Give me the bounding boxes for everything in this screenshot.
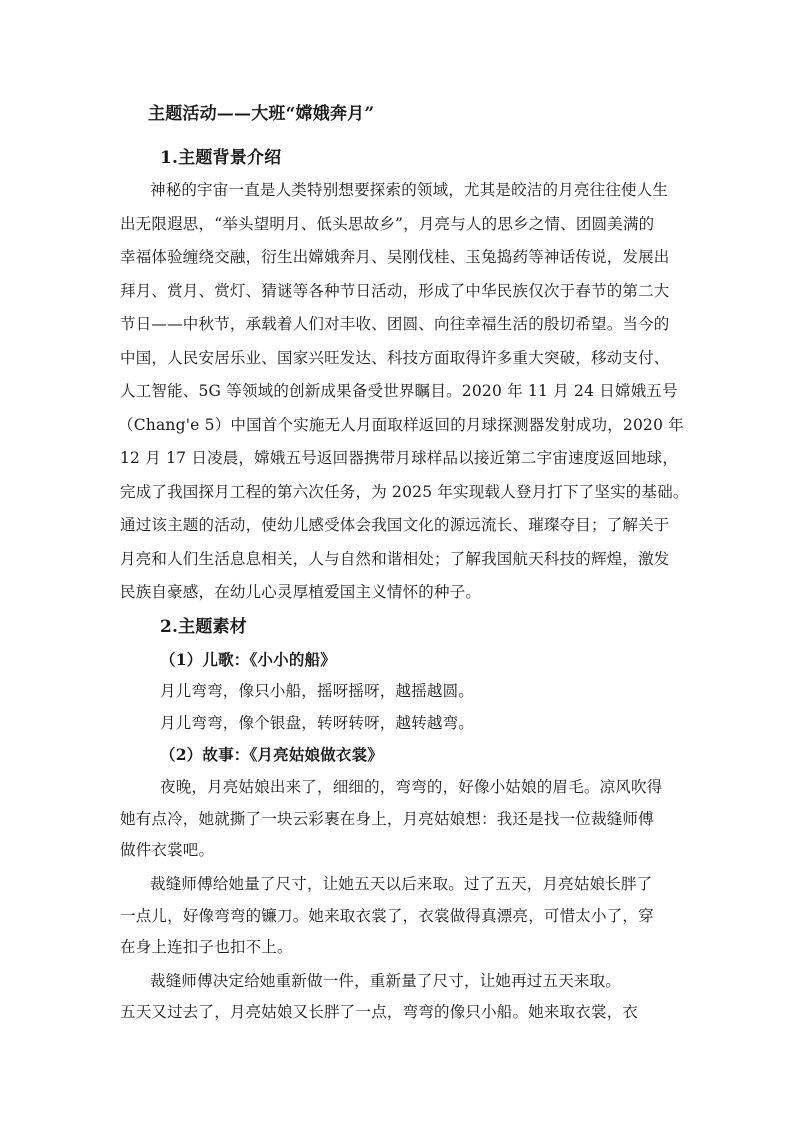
story-line: 做件衣裳吧。: [120, 841, 215, 859]
paragraph-line: 拜月、赏月、赏灯、猜谜等各种节日活动，形成了中华民族仅次于春节的第二大: [120, 282, 670, 300]
paragraph-line: 节日——中秋节，承载着人们对丰收、团圆、向往幸福生活的殷切希望。当今的: [120, 315, 670, 333]
story-heading: （2）故事：《月亮姑娘做衣裳》: [160, 745, 384, 764]
song-line: 月儿弯弯，像只小船，摇呀摇呀，越摇越圆。: [160, 682, 475, 700]
page-title: 主题活动——大班“嫦娥奔月”: [148, 104, 375, 124]
story-line: 在身上连扣子也扣不上。: [120, 938, 293, 956]
paragraph-line: 出无限遐思，“举头望明月、低头思故乡”，月亮与人的思乡之情、团圆美满的: [120, 215, 655, 233]
story-line: 一点儿，好像弯弯的镰刀。她来取衣裳了，衣裳做得真漂亮，可惜太小了，穿: [120, 907, 654, 925]
song-heading: （1）儿歌：《小小的船》: [160, 650, 336, 669]
story-line: 夜晚，月亮姑娘出来了，细细的，弯弯的，好像小姑娘的眉毛。凉风吹得: [160, 778, 663, 796]
paragraph-line: 完成了我国探月工程的第六次任务，为 2025 年实现载人登月打下了坚实的基础。: [120, 483, 689, 501]
paragraph-line: （Chang'e 5）中国首个实施无人月面取样返回的月球探测器发射成功，2020 年: [118, 416, 684, 434]
paragraph-line: 12 月 17 日凌晨，嫦娥五号返回器携带月球样品以接近第二宇宙速度返回地球，: [120, 449, 679, 467]
paragraph-line: 月亮和人们生活息息相关，人与自然和谐相处；了解我国航天科技的辉煌，激发: [120, 550, 670, 568]
paragraph-line: 通过该主题的活动，使幼儿感受体会我国文化的源远流长、璀璨夺目；了解关于: [120, 516, 670, 534]
section-heading-background: 1.主题背景介绍: [160, 148, 282, 168]
song-line: 月儿弯弯，像个银盘，转呀转呀，越转越弯。: [160, 714, 475, 732]
paragraph-line: 幸福体验缠绕交融，衍生出嫦娥奔月、吴刚伐桂、玉兔捣药等神话传说，发展出: [120, 248, 670, 266]
paragraph-line: 神秘的宇宙一直是人类特别想要探索的领域，尤其是皎洁的月亮往往使人生: [150, 181, 669, 199]
paragraph-line: 中国，人民安居乐业、国家兴旺发达、科技方面取得许多重大突破，移动支付、: [120, 349, 670, 367]
paragraph-line: 民族自豪感，在幼儿心灵厚植爱国主义情怀的种子。: [120, 583, 482, 601]
story-line: 裁缝师傅决定给她重新做一件，重新量了尺寸，让她再过五天来取。: [150, 972, 622, 990]
section-heading-materials: 2.主题素材: [160, 617, 247, 637]
story-line: 裁缝师傅给她量了尺寸，让她五天以后来取。过了五天，月亮姑娘长胖了: [150, 875, 653, 893]
paragraph-line: 人工智能、5G 等领域的创新成果备受世界瞩目。2020 年 11 月 24 日嫦娥五号: [120, 382, 678, 400]
story-line: 五天又过去了，月亮姑娘又长胖了一点，弯弯的像只小船。她来取衣裳，衣: [120, 1003, 639, 1021]
story-line: 她有点冷，她就撕了一块云彩裹在身上，月亮姑娘想：我还是找一位裁缝师傅: [120, 810, 654, 828]
